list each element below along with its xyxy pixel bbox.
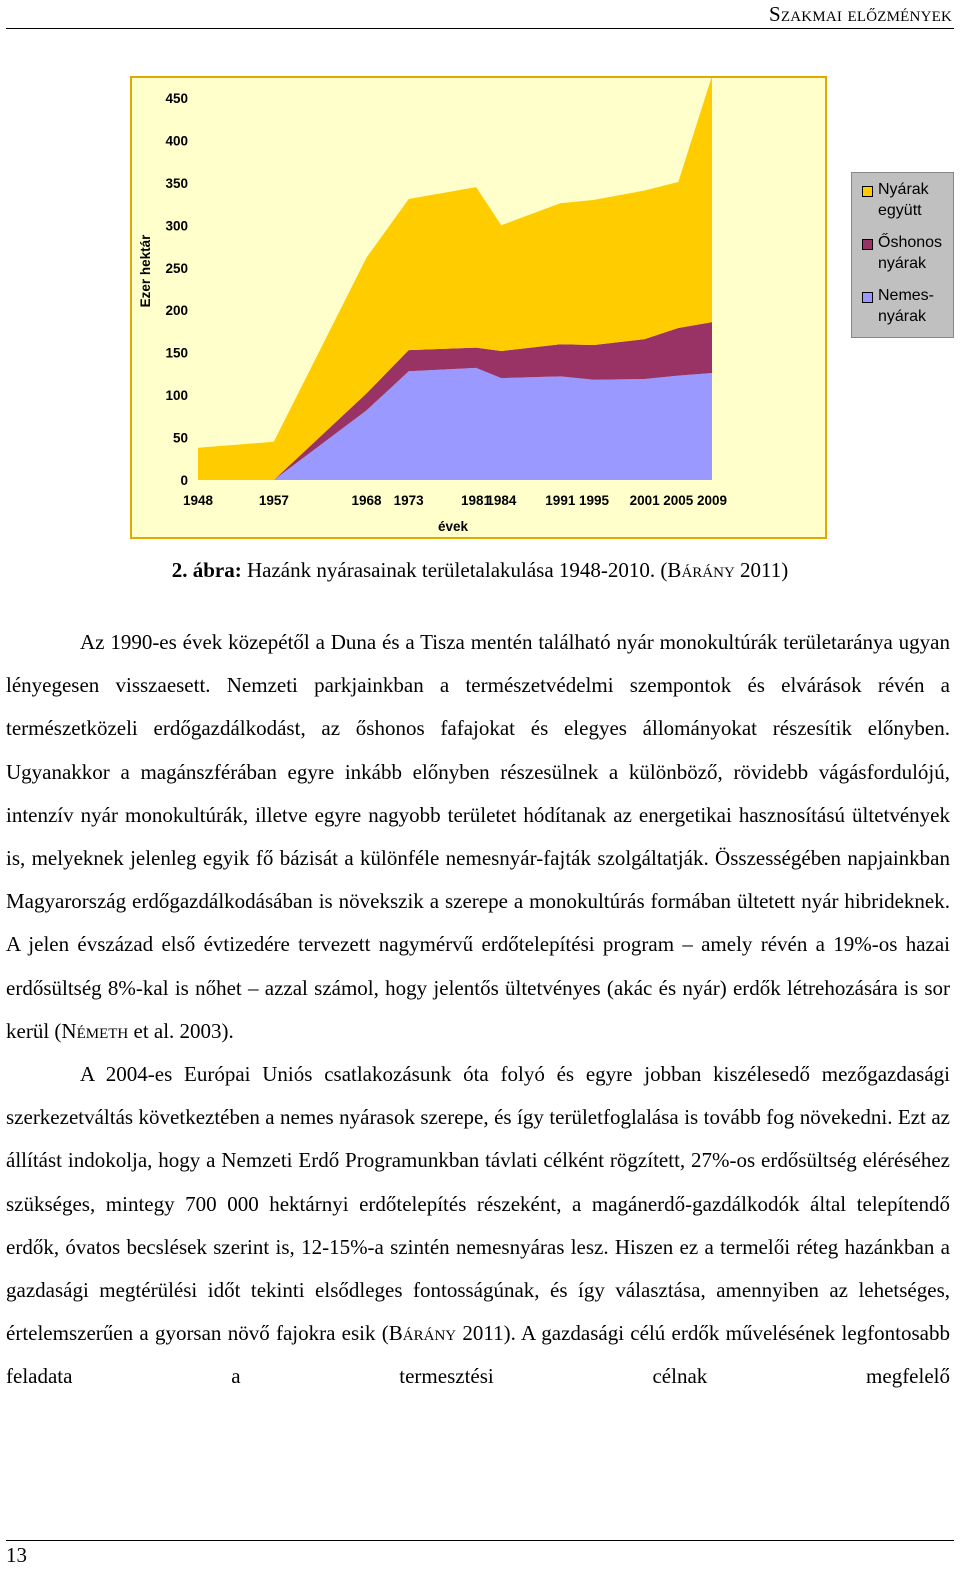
x-tick-label: 1948: [182, 493, 214, 508]
legend-label-line-2: nyárak: [878, 255, 927, 272]
stacked-area-chart: [132, 78, 825, 537]
legend-label-line-1: Őshonos: [878, 234, 943, 251]
y-tick-label: 200: [165, 303, 188, 319]
paragraph-2: [6, 1053, 950, 1399]
legend-label: [878, 179, 958, 221]
page-number: 13: [6, 1543, 27, 1567]
legend-label-line-1: Nyárak: [878, 181, 929, 198]
figure-caption-author-initial: B: [667, 558, 682, 582]
legend-label-line-2: együtt: [878, 202, 922, 219]
running-header-initial: S: [768, 2, 781, 26]
y-tick-label: 450: [165, 91, 188, 106]
running-header: [769, 2, 952, 27]
header-rule: [6, 28, 954, 29]
paragraph-1-citation-end: et al. 2003).: [128, 1018, 234, 1043]
y-tick-label: 150: [165, 345, 188, 361]
footer-rule: [6, 1540, 954, 1541]
paragraph-2-author-rest: árány: [402, 1321, 457, 1346]
y-axis-title: Ezer hektár: [138, 234, 153, 308]
paragraph-1-text: Az 1990-es évek közepétől a Duna és a Tisza mentén található nyár monokultúrák területaránya ugyan lényegesen visszaesett. Nemzeti parkjainkban a természetvédelmi szempontok és elvárások révén a természetközeli erdőgazdálkodást, az őshonos fafajokat és elegyes állományokat részesítik előnyben. Ugyanakkor a magánszférában egyre inkább előnyben részesülnek a különböző, rövidebb vágásfordulójú, intenzív nyár monokultúrák, illetve egyre nagyobb területet hódítanak az energetikai hasznosítású ültetvények is, melyeknek jelenleg egyik fő bázisát a különféle nemesnyár-fajták szolgáltatják. Összességében napjainkban Magyarország erdőgazdálkodásában is növekszik a szerepe a monokultúrás formában ültetett nyár hibrideknek. A jelen évszázad első évtizedére tervezett nagymérvű erdőtelepítési program – amely révén a 19%-os hazai erdősültség 8%-kal is nőhet – azzal számol, hogy jelentős ültetvényes (akác és nyár) erdők létrehozására is sor kerül (: [6, 630, 950, 1043]
legend-swatch: [862, 292, 873, 303]
running-header-rest: zakmai előzmények: [780, 2, 952, 26]
x-tick-label: 1968: [351, 493, 382, 508]
x-tick-label: 1984: [486, 493, 517, 508]
legend-swatch: [862, 186, 873, 197]
x-axis-title: évek: [437, 519, 469, 534]
y-tick-label: 50: [172, 430, 188, 446]
paragraph-1-author-rest: émeth: [76, 1018, 129, 1043]
y-tick-label: 400: [165, 133, 188, 149]
x-tick-label: 1995: [579, 493, 610, 508]
y-tick-label: 300: [165, 218, 188, 234]
legend-label-line-2: nyárak: [878, 308, 927, 325]
x-tick-label: 1973: [393, 493, 424, 508]
x-tick-label: 2009: [696, 493, 728, 508]
figure-caption-label: 2. ábra:: [171, 558, 242, 582]
legend-label: [878, 232, 958, 274]
x-tick-label: 2001: [629, 493, 660, 508]
y-tick-label: 100: [165, 388, 188, 404]
paragraph-1: [6, 621, 950, 1053]
figure-caption-year: 2011): [734, 558, 789, 582]
x-tick-label: 1991: [545, 493, 576, 508]
legend-label-line-1: Nemes-: [878, 287, 935, 304]
paragraph-2-author-initial: B: [388, 1321, 403, 1346]
chart-frame: [130, 76, 943, 539]
paragraph-2-text: A 2004-es Európai Uniós csatlakozásunk óta folyó és egyre jobban kiszélesedő mezőgazdasági szerkezetváltás következtében a nemes nyárasok szerepe, és így területfoglalása is tovább fog növekedni. Ezt az állítást indokolja, hogy a Nemzeti Erdő Programunkban távlati célként rögzített, 27%-os erdősültség eléréséhez szükséges, mintegy 700 000 hektárnyi erdőtelepítés részeként, a magánerdő-gazdálkodók által telepítendő erdők, óvatos becslések szerint is, 12-15%-a szintén nemesnyáras lesz. Hiszen ez a termelői réteg hazánkban a gazdasági megtérülési időt tekinti elsődleges fontosságúnak, és így választása, amennyiben az lehetséges, értelemszerűen a gyorsan növő fajokra esik (: [6, 1062, 950, 1346]
chart-legend: [851, 172, 954, 338]
paragraph-1-author-initial: N: [61, 1018, 77, 1043]
body-text: [6, 621, 950, 1399]
paragraph-2-text-end: 2011). A gazdasági célú erdők művelésének legfontosabb feladata a termesztési célnak megfelelő: [6, 1321, 950, 1389]
y-tick-label: 350: [165, 175, 188, 191]
figure-caption-author-rest: árány: [681, 558, 735, 582]
y-tick-label: 0: [180, 473, 188, 488]
figure-caption-text: Hazánk nyárasainak területalakulása 1948-2010. (: [241, 558, 668, 582]
legend-label: [878, 285, 958, 327]
y-tick-label: 250: [165, 260, 188, 276]
legend-swatch: [862, 239, 873, 250]
x-tick-label: 1957: [258, 493, 289, 508]
x-tick-label: 1981: [461, 493, 492, 508]
figure-caption: [0, 558, 960, 583]
x-tick-label: 2005: [663, 493, 694, 508]
